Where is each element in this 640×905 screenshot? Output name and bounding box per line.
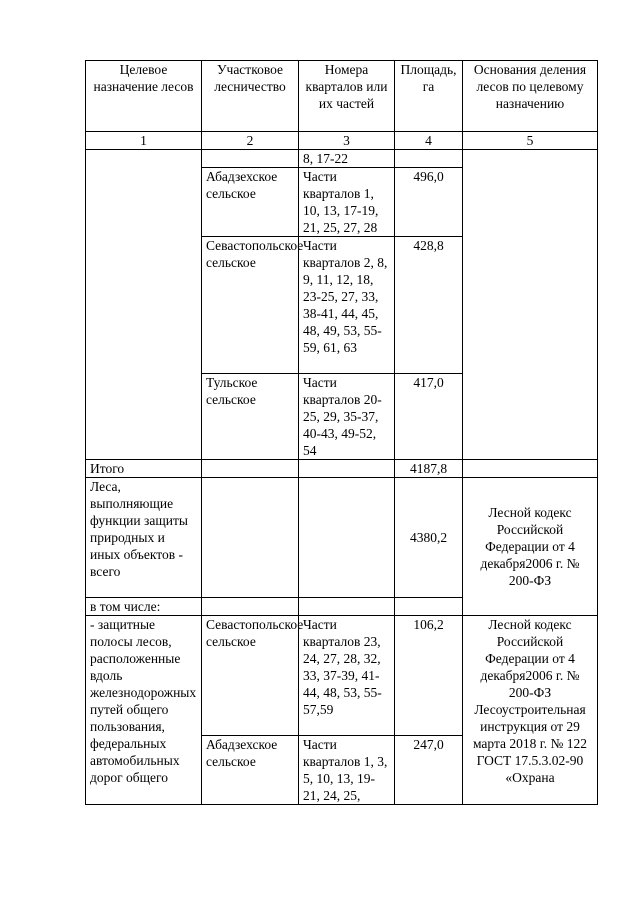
column-number: 2 [202, 132, 299, 150]
quarters-cell: Части кварталов 1, 3, 5, 10, 13, 19-21, 24, 25, [299, 736, 395, 805]
forestry-cell-empty [202, 150, 299, 168]
forestry-cell: Тульское сельское [202, 374, 299, 460]
basis-cell-empty [463, 150, 598, 460]
total-label: Итого [86, 460, 202, 478]
area-cell: 247,0 [395, 736, 463, 805]
including-label: в том числе: [86, 598, 202, 616]
basis-line: Лесной кодекс Российской Федерации от 4 декабря2006 г. № 200-ФЗ [480, 617, 580, 700]
protective-forests-label: Леса, выполняющие функции защиты природных и иных объектов - всего [86, 478, 202, 598]
header-basis: Основания деления лесов по целевому назначению [463, 61, 598, 132]
table-row [86, 616, 598, 736]
header-quarters: Номера кварталов или их частей [299, 61, 395, 132]
strips-basis [463, 616, 598, 805]
empty-cell [299, 598, 395, 616]
quarters-cell: 8, 17-22 [299, 150, 395, 168]
column-number: 4 [395, 132, 463, 150]
header-forestry: Участковое лесничество [202, 61, 299, 132]
empty-cell [202, 598, 299, 616]
empty-cell [299, 478, 395, 598]
basis-line: ГОСТ 17.5.3.02-90 «Охрана [476, 753, 584, 785]
column-number: 1 [86, 132, 202, 150]
area-cell: 417,0 [395, 374, 463, 460]
table-row [86, 150, 598, 168]
empty-cell [202, 478, 299, 598]
empty-cell [299, 460, 395, 478]
area-cell-empty [395, 150, 463, 168]
quarters-cell: Части кварталов 20-25, 29, 35-37, 40-43, 49-52, 54 [299, 374, 395, 460]
empty-cell [202, 460, 299, 478]
protective-forests-row [86, 478, 598, 598]
protective-forests-basis: Лесной кодекс Российской Федерации от 4 декабря2006 г. № 200-ФЗ [463, 478, 598, 616]
header-row [86, 61, 598, 132]
total-row [86, 460, 598, 478]
total-area: 4187,8 [395, 460, 463, 478]
quarters-cell: Части кварталов 1, 10, 13, 17-19, 21, 25, 27, 28 [299, 168, 395, 237]
header-purpose: Целевое назначение лесов [86, 61, 202, 132]
area-cell: 106,2 [395, 616, 463, 736]
quarters-cell: Части кварталов 23, 24, 27, 28, 32, 33, 37-39, 41-44, 48, 53, 55-57,59 [299, 616, 395, 736]
area-cell: 428,8 [395, 237, 463, 374]
forestry-cell: Абадзехское сельское [202, 168, 299, 237]
column-number: 5 [463, 132, 598, 150]
forestry-cell: Севастопольское сельское [202, 616, 299, 736]
forest-purpose-table [85, 60, 598, 805]
header-area: Площадь, га [395, 61, 463, 132]
column-number: 3 [299, 132, 395, 150]
empty-cell [463, 460, 598, 478]
quarters-cell: Части кварталов 2, 8, 9, 11, 12, 18, 23-25, 27, 33, 38-41, 44, 45, 48, 49, 53, 55-59, 61, 63 [299, 237, 395, 374]
empty-cell [395, 598, 463, 616]
forestry-cell: Абадзехское сельское [202, 736, 299, 805]
basis-line: Лесоустроительная инструкция от 29 марта 2018 г. № 122 [472, 702, 588, 751]
column-number-row [86, 132, 598, 150]
purpose-cell-empty [86, 150, 202, 460]
protective-strips-label: - защитные полосы лесов, расположенные вдоль железнодорожных путей общего пользования, федеральных автомобильных дорог общего [86, 616, 202, 805]
area-cell: 496,0 [395, 168, 463, 237]
forestry-cell: Севастопольское сельское [202, 237, 299, 374]
protective-forests-area: 4380,2 [395, 478, 463, 598]
